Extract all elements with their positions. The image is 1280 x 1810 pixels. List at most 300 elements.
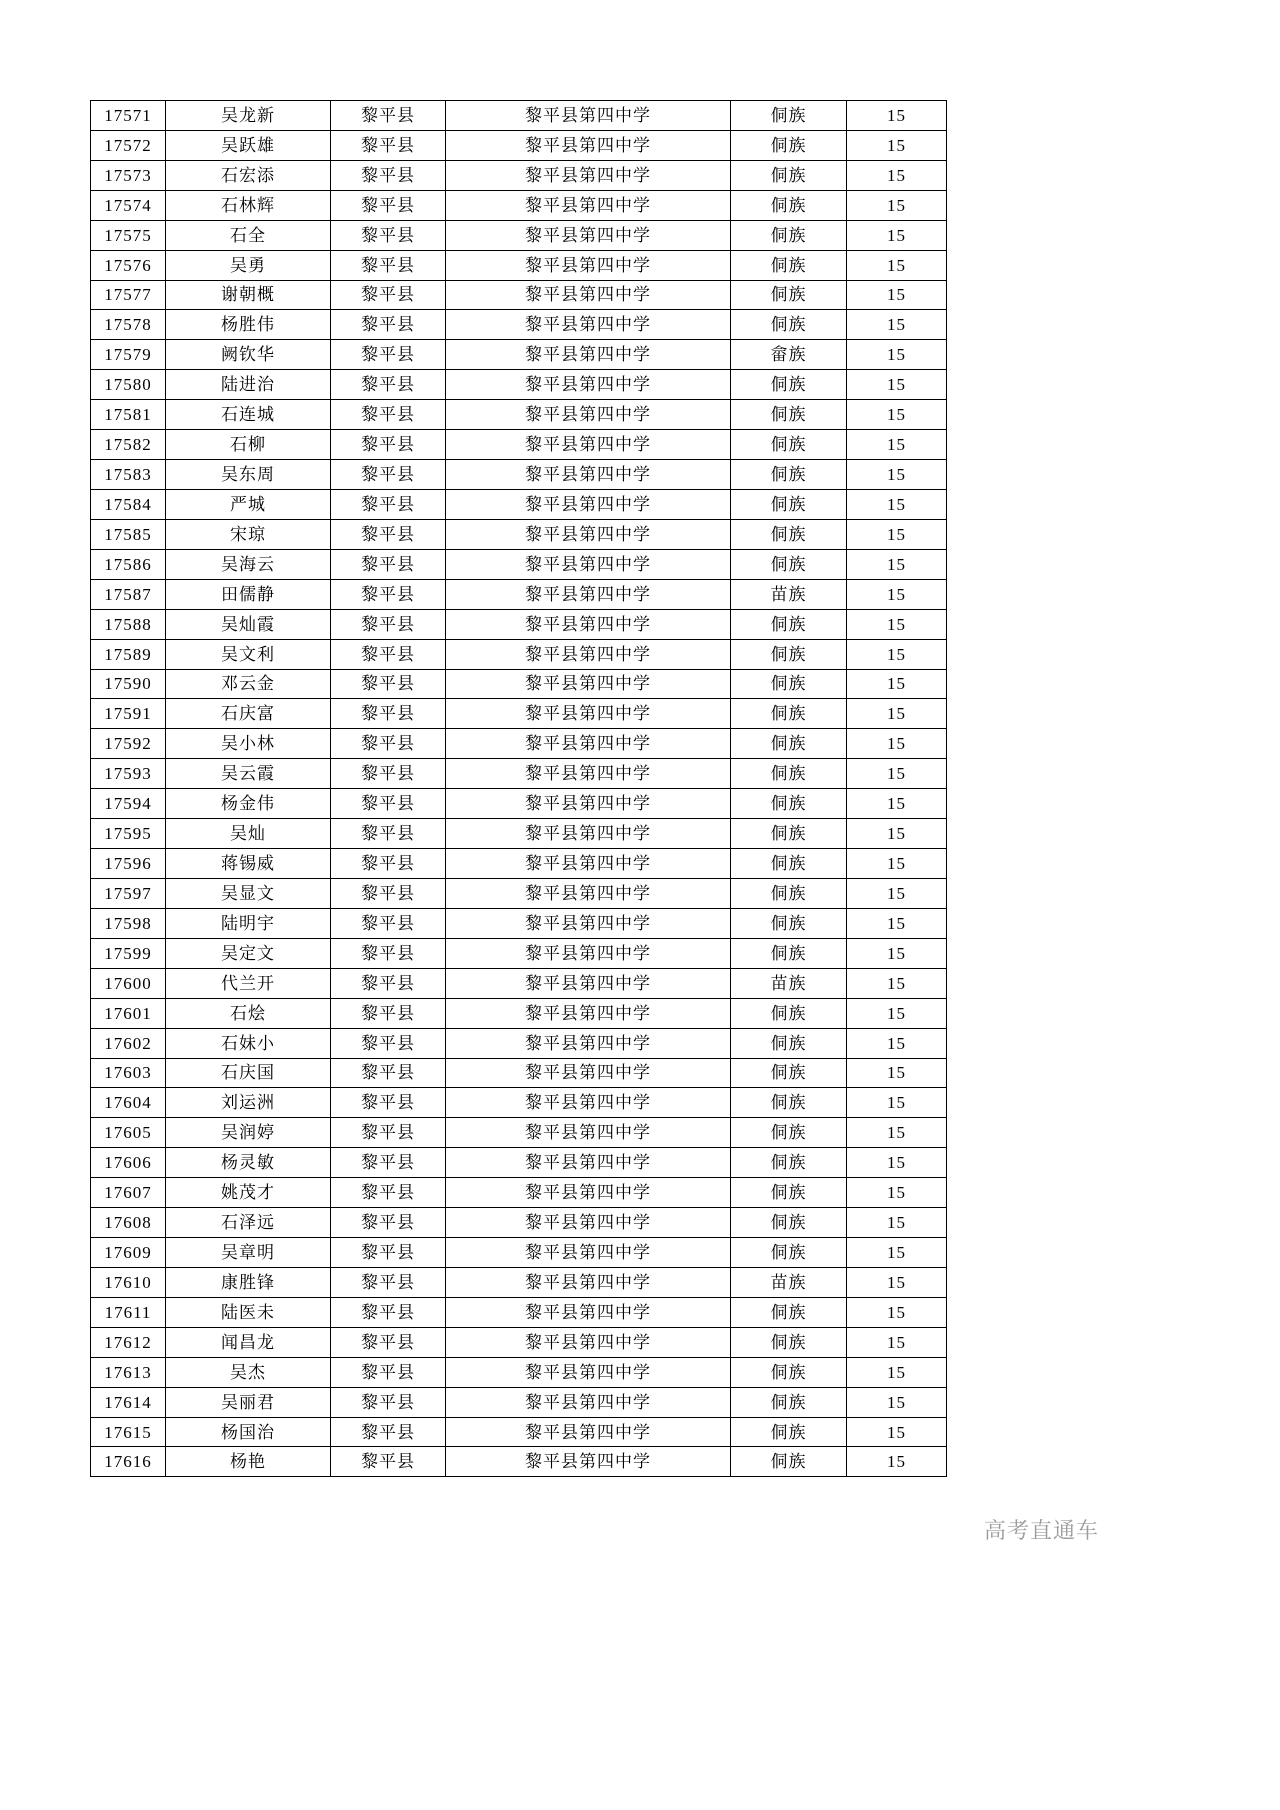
cell-ethnicity: 侗族 xyxy=(731,1417,847,1447)
cell-school: 黎平县第四中学 xyxy=(446,310,731,340)
cell-id: 17616 xyxy=(91,1447,166,1477)
cell-score: 15 xyxy=(847,968,947,998)
cell-school: 黎平县第四中学 xyxy=(446,1028,731,1058)
cell-school: 黎平县第四中学 xyxy=(446,130,731,160)
cell-school: 黎平县第四中学 xyxy=(446,669,731,699)
cell-school: 黎平县第四中学 xyxy=(446,1148,731,1178)
cell-id: 17571 xyxy=(91,101,166,131)
cell-school: 黎平县第四中学 xyxy=(446,280,731,310)
roster-table-body xyxy=(91,101,947,1477)
table-row xyxy=(91,759,947,789)
cell-county: 黎平县 xyxy=(331,519,446,549)
cell-id: 17572 xyxy=(91,130,166,160)
cell-school: 黎平县第四中学 xyxy=(446,489,731,519)
cell-ethnicity: 侗族 xyxy=(731,1238,847,1268)
cell-school: 黎平县第四中学 xyxy=(446,1387,731,1417)
cell-school: 黎平县第四中学 xyxy=(446,878,731,908)
cell-score: 15 xyxy=(847,1178,947,1208)
cell-score: 15 xyxy=(847,340,947,370)
cell-ethnicity: 侗族 xyxy=(731,1387,847,1417)
table-row xyxy=(91,250,947,280)
table-row xyxy=(91,908,947,938)
cell-name: 吴小林 xyxy=(166,729,331,759)
table-row xyxy=(91,1208,947,1238)
table-row xyxy=(91,878,947,908)
cell-ethnicity: 侗族 xyxy=(731,1178,847,1208)
cell-ethnicity: 侗族 xyxy=(731,1357,847,1387)
cell-ethnicity: 侗族 xyxy=(731,819,847,849)
table-row xyxy=(91,819,947,849)
cell-ethnicity: 侗族 xyxy=(731,849,847,879)
cell-id: 17614 xyxy=(91,1387,166,1417)
table-row xyxy=(91,639,947,669)
table-row xyxy=(91,1238,947,1268)
table-row xyxy=(91,789,947,819)
cell-id: 17583 xyxy=(91,460,166,490)
cell-id: 17599 xyxy=(91,938,166,968)
cell-ethnicity: 侗族 xyxy=(731,370,847,400)
table-row xyxy=(91,1058,947,1088)
cell-school: 黎平县第四中学 xyxy=(446,1088,731,1118)
cell-county: 黎平县 xyxy=(331,609,446,639)
cell-name: 吴定文 xyxy=(166,938,331,968)
cell-score: 15 xyxy=(847,1208,947,1238)
cell-county: 黎平县 xyxy=(331,759,446,789)
cell-county: 黎平县 xyxy=(331,699,446,729)
cell-county: 黎平县 xyxy=(331,1088,446,1118)
cell-ethnicity: 侗族 xyxy=(731,250,847,280)
cell-id: 17589 xyxy=(91,639,166,669)
cell-ethnicity: 侗族 xyxy=(731,669,847,699)
cell-score: 15 xyxy=(847,1447,947,1477)
cell-ethnicity: 苗族 xyxy=(731,1267,847,1297)
cell-county: 黎平县 xyxy=(331,460,446,490)
table-row xyxy=(91,579,947,609)
cell-id: 17592 xyxy=(91,729,166,759)
cell-id: 17611 xyxy=(91,1297,166,1327)
cell-county: 黎平县 xyxy=(331,400,446,430)
cell-county: 黎平县 xyxy=(331,101,446,131)
cell-ethnicity: 侗族 xyxy=(731,190,847,220)
cell-ethnicity: 侗族 xyxy=(731,1148,847,1178)
cell-school: 黎平县第四中学 xyxy=(446,639,731,669)
cell-score: 15 xyxy=(847,460,947,490)
cell-school: 黎平县第四中学 xyxy=(446,908,731,938)
cell-id: 17579 xyxy=(91,340,166,370)
cell-name: 杨艳 xyxy=(166,1447,331,1477)
cell-school: 黎平县第四中学 xyxy=(446,968,731,998)
table-row xyxy=(91,400,947,430)
cell-name: 吴云霞 xyxy=(166,759,331,789)
cell-score: 15 xyxy=(847,849,947,879)
cell-ethnicity: 侗族 xyxy=(731,130,847,160)
cell-ethnicity: 侗族 xyxy=(731,101,847,131)
cell-county: 黎平县 xyxy=(331,1447,446,1477)
cell-score: 15 xyxy=(847,370,947,400)
cell-name: 吴杰 xyxy=(166,1357,331,1387)
cell-county: 黎平县 xyxy=(331,998,446,1028)
table-row xyxy=(91,669,947,699)
cell-name: 吴章明 xyxy=(166,1238,331,1268)
cell-id: 17574 xyxy=(91,190,166,220)
cell-county: 黎平县 xyxy=(331,1238,446,1268)
cell-ethnicity: 侗族 xyxy=(731,878,847,908)
cell-ethnicity: 侗族 xyxy=(731,160,847,190)
cell-id: 17603 xyxy=(91,1058,166,1088)
cell-county: 黎平县 xyxy=(331,1267,446,1297)
cell-score: 15 xyxy=(847,908,947,938)
cell-county: 黎平县 xyxy=(331,190,446,220)
cell-name: 石柳 xyxy=(166,430,331,460)
cell-id: 17593 xyxy=(91,759,166,789)
cell-ethnicity: 侗族 xyxy=(731,549,847,579)
cell-school: 黎平县第四中学 xyxy=(446,1178,731,1208)
cell-ethnicity: 侗族 xyxy=(731,310,847,340)
cell-ethnicity: 苗族 xyxy=(731,968,847,998)
cell-name: 石庆富 xyxy=(166,699,331,729)
cell-school: 黎平县第四中学 xyxy=(446,220,731,250)
cell-name: 吴海云 xyxy=(166,549,331,579)
cell-county: 黎平县 xyxy=(331,220,446,250)
cell-county: 黎平县 xyxy=(331,1178,446,1208)
cell-ethnicity: 侗族 xyxy=(731,938,847,968)
cell-name: 杨国治 xyxy=(166,1417,331,1447)
cell-ethnicity: 畲族 xyxy=(731,340,847,370)
cell-name: 严城 xyxy=(166,489,331,519)
table-row xyxy=(91,549,947,579)
cell-ethnicity: 侗族 xyxy=(731,1297,847,1327)
cell-school: 黎平县第四中学 xyxy=(446,1267,731,1297)
cell-id: 17590 xyxy=(91,669,166,699)
cell-school: 黎平县第四中学 xyxy=(446,819,731,849)
cell-score: 15 xyxy=(847,400,947,430)
cell-id: 17577 xyxy=(91,280,166,310)
cell-school: 黎平县第四中学 xyxy=(446,1447,731,1477)
cell-county: 黎平县 xyxy=(331,1387,446,1417)
cell-name: 代兰开 xyxy=(166,968,331,998)
cell-name: 吴龙新 xyxy=(166,101,331,131)
cell-score: 15 xyxy=(847,101,947,131)
cell-ethnicity: 侗族 xyxy=(731,1208,847,1238)
cell-id: 17607 xyxy=(91,1178,166,1208)
cell-county: 黎平县 xyxy=(331,1327,446,1357)
table-row xyxy=(91,460,947,490)
cell-score: 15 xyxy=(847,130,947,160)
cell-name: 闻昌龙 xyxy=(166,1327,331,1357)
cell-score: 15 xyxy=(847,489,947,519)
cell-school: 黎平县第四中学 xyxy=(446,370,731,400)
cell-name: 吴灿霞 xyxy=(166,609,331,639)
table-row xyxy=(91,729,947,759)
cell-school: 黎平县第四中学 xyxy=(446,549,731,579)
cell-ethnicity: 侗族 xyxy=(731,1088,847,1118)
cell-school: 黎平县第四中学 xyxy=(446,699,731,729)
cell-name: 石全 xyxy=(166,220,331,250)
cell-school: 黎平县第四中学 xyxy=(446,340,731,370)
table-row xyxy=(91,190,947,220)
cell-score: 15 xyxy=(847,1357,947,1387)
table-row xyxy=(91,1387,947,1417)
cell-name: 石泽远 xyxy=(166,1208,331,1238)
cell-school: 黎平县第四中学 xyxy=(446,400,731,430)
cell-county: 黎平县 xyxy=(331,370,446,400)
cell-ethnicity: 侗族 xyxy=(731,519,847,549)
cell-name: 刘运洲 xyxy=(166,1088,331,1118)
cell-county: 黎平县 xyxy=(331,280,446,310)
cell-school: 黎平县第四中学 xyxy=(446,1297,731,1327)
cell-school: 黎平县第四中学 xyxy=(446,1058,731,1088)
cell-name: 谢朝概 xyxy=(166,280,331,310)
table-row xyxy=(91,1447,947,1477)
cell-name: 阙钦华 xyxy=(166,340,331,370)
table-row xyxy=(91,101,947,131)
table-row xyxy=(91,340,947,370)
table-row xyxy=(91,1118,947,1148)
cell-ethnicity: 侗族 xyxy=(731,1118,847,1148)
table-row xyxy=(91,1088,947,1118)
cell-score: 15 xyxy=(847,1297,947,1327)
cell-name: 石烩 xyxy=(166,998,331,1028)
cell-name: 吴丽君 xyxy=(166,1387,331,1417)
table-row xyxy=(91,1148,947,1178)
cell-county: 黎平县 xyxy=(331,849,446,879)
cell-score: 15 xyxy=(847,669,947,699)
cell-ethnicity: 侗族 xyxy=(731,998,847,1028)
cell-school: 黎平县第四中学 xyxy=(446,250,731,280)
cell-county: 黎平县 xyxy=(331,549,446,579)
cell-school: 黎平县第四中学 xyxy=(446,789,731,819)
cell-county: 黎平县 xyxy=(331,130,446,160)
cell-name: 吴跃雄 xyxy=(166,130,331,160)
table-row xyxy=(91,1028,947,1058)
table-row xyxy=(91,220,947,250)
cell-school: 黎平县第四中学 xyxy=(446,998,731,1028)
cell-county: 黎平县 xyxy=(331,1297,446,1327)
cell-id: 17606 xyxy=(91,1148,166,1178)
table-row xyxy=(91,938,947,968)
cell-ethnicity: 侗族 xyxy=(731,609,847,639)
cell-name: 石庆国 xyxy=(166,1058,331,1088)
cell-name: 杨灵敏 xyxy=(166,1148,331,1178)
table-row xyxy=(91,370,947,400)
cell-id: 17582 xyxy=(91,430,166,460)
cell-name: 吴文利 xyxy=(166,639,331,669)
cell-name: 陆明宇 xyxy=(166,908,331,938)
cell-county: 黎平县 xyxy=(331,430,446,460)
cell-score: 15 xyxy=(847,1387,947,1417)
cell-name: 石宏添 xyxy=(166,160,331,190)
table-row xyxy=(91,130,947,160)
cell-id: 17601 xyxy=(91,998,166,1028)
cell-id: 17585 xyxy=(91,519,166,549)
table-row xyxy=(91,609,947,639)
cell-school: 黎平县第四中学 xyxy=(446,579,731,609)
cell-ethnicity: 侗族 xyxy=(731,699,847,729)
cell-score: 15 xyxy=(847,250,947,280)
cell-id: 17598 xyxy=(91,908,166,938)
cell-school: 黎平县第四中学 xyxy=(446,1118,731,1148)
cell-id: 17597 xyxy=(91,878,166,908)
cell-county: 黎平县 xyxy=(331,1058,446,1088)
cell-county: 黎平县 xyxy=(331,1028,446,1058)
cell-county: 黎平县 xyxy=(331,908,446,938)
cell-school: 黎平县第四中学 xyxy=(446,190,731,220)
cell-score: 15 xyxy=(847,579,947,609)
cell-name: 陆医未 xyxy=(166,1297,331,1327)
cell-score: 15 xyxy=(847,1267,947,1297)
cell-name: 田儒静 xyxy=(166,579,331,609)
cell-county: 黎平县 xyxy=(331,160,446,190)
cell-score: 15 xyxy=(847,280,947,310)
cell-county: 黎平县 xyxy=(331,579,446,609)
cell-score: 15 xyxy=(847,699,947,729)
cell-score: 15 xyxy=(847,1058,947,1088)
cell-county: 黎平县 xyxy=(331,789,446,819)
cell-id: 17610 xyxy=(91,1267,166,1297)
cell-id: 17596 xyxy=(91,849,166,879)
cell-ethnicity: 侗族 xyxy=(731,220,847,250)
cell-county: 黎平县 xyxy=(331,1417,446,1447)
cell-score: 15 xyxy=(847,430,947,460)
cell-score: 15 xyxy=(847,220,947,250)
table-row xyxy=(91,489,947,519)
cell-school: 黎平县第四中学 xyxy=(446,938,731,968)
table-row xyxy=(91,430,947,460)
cell-id: 17580 xyxy=(91,370,166,400)
cell-school: 黎平县第四中学 xyxy=(446,1327,731,1357)
cell-name: 康胜锋 xyxy=(166,1267,331,1297)
cell-name: 宋琼 xyxy=(166,519,331,549)
cell-county: 黎平县 xyxy=(331,729,446,759)
table-row xyxy=(91,1327,947,1357)
cell-county: 黎平县 xyxy=(331,340,446,370)
cell-school: 黎平县第四中学 xyxy=(446,430,731,460)
cell-name: 吴勇 xyxy=(166,250,331,280)
cell-id: 17595 xyxy=(91,819,166,849)
table-row xyxy=(91,1297,947,1327)
cell-ethnicity: 侗族 xyxy=(731,400,847,430)
cell-score: 15 xyxy=(847,190,947,220)
cell-id: 17608 xyxy=(91,1208,166,1238)
cell-id: 17612 xyxy=(91,1327,166,1357)
cell-ethnicity: 侗族 xyxy=(731,280,847,310)
table-row xyxy=(91,519,947,549)
table-row xyxy=(91,310,947,340)
cell-name: 吴润婷 xyxy=(166,1118,331,1148)
cell-id: 17605 xyxy=(91,1118,166,1148)
cell-school: 黎平县第四中学 xyxy=(446,1208,731,1238)
cell-name: 蒋锡威 xyxy=(166,849,331,879)
cell-ethnicity: 侗族 xyxy=(731,1327,847,1357)
cell-school: 黎平县第四中学 xyxy=(446,460,731,490)
cell-id: 17587 xyxy=(91,579,166,609)
cell-county: 黎平县 xyxy=(331,639,446,669)
cell-ethnicity: 侗族 xyxy=(731,430,847,460)
cell-ethnicity: 侗族 xyxy=(731,789,847,819)
cell-name: 吴东周 xyxy=(166,460,331,490)
cell-school: 黎平县第四中学 xyxy=(446,160,731,190)
table-row xyxy=(91,160,947,190)
cell-id: 17573 xyxy=(91,160,166,190)
cell-school: 黎平县第四中学 xyxy=(446,1357,731,1387)
cell-county: 黎平县 xyxy=(331,819,446,849)
cell-score: 15 xyxy=(847,639,947,669)
cell-name: 姚茂才 xyxy=(166,1178,331,1208)
cell-id: 17604 xyxy=(91,1088,166,1118)
cell-score: 15 xyxy=(847,759,947,789)
table-row xyxy=(91,1357,947,1387)
cell-ethnicity: 侗族 xyxy=(731,729,847,759)
cell-ethnicity: 苗族 xyxy=(731,579,847,609)
table-row xyxy=(91,1417,947,1447)
cell-score: 15 xyxy=(847,1417,947,1447)
cell-county: 黎平县 xyxy=(331,669,446,699)
cell-id: 17615 xyxy=(91,1417,166,1447)
cell-county: 黎平县 xyxy=(331,1208,446,1238)
cell-school: 黎平县第四中学 xyxy=(446,101,731,131)
table-row xyxy=(91,968,947,998)
student-roster-table xyxy=(90,100,947,1477)
cell-id: 17575 xyxy=(91,220,166,250)
cell-id: 17609 xyxy=(91,1238,166,1268)
cell-county: 黎平县 xyxy=(331,489,446,519)
cell-name: 杨金伟 xyxy=(166,789,331,819)
cell-name: 杨胜伟 xyxy=(166,310,331,340)
table-row xyxy=(91,1267,947,1297)
cell-score: 15 xyxy=(847,729,947,759)
cell-id: 17600 xyxy=(91,968,166,998)
table-row xyxy=(91,849,947,879)
cell-name: 吴显文 xyxy=(166,878,331,908)
cell-score: 15 xyxy=(847,609,947,639)
cell-id: 17586 xyxy=(91,549,166,579)
cell-score: 15 xyxy=(847,938,947,968)
cell-school: 黎平县第四中学 xyxy=(446,849,731,879)
cell-ethnicity: 侗族 xyxy=(731,489,847,519)
cell-score: 15 xyxy=(847,1148,947,1178)
cell-name: 石妹小 xyxy=(166,1028,331,1058)
cell-school: 黎平县第四中学 xyxy=(446,1238,731,1268)
cell-id: 17581 xyxy=(91,400,166,430)
cell-ethnicity: 侗族 xyxy=(731,908,847,938)
cell-county: 黎平县 xyxy=(331,250,446,280)
cell-school: 黎平县第四中学 xyxy=(446,609,731,639)
cell-id: 17602 xyxy=(91,1028,166,1058)
cell-id: 17591 xyxy=(91,699,166,729)
cell-county: 黎平县 xyxy=(331,1118,446,1148)
watermark-text: 高考直通车 xyxy=(984,1518,1100,1543)
cell-county: 黎平县 xyxy=(331,968,446,998)
cell-name: 邓云金 xyxy=(166,669,331,699)
cell-score: 15 xyxy=(847,160,947,190)
table-row xyxy=(91,280,947,310)
cell-school: 黎平县第四中学 xyxy=(446,1417,731,1447)
cell-county: 黎平县 xyxy=(331,1357,446,1387)
cell-id: 17613 xyxy=(91,1357,166,1387)
cell-score: 15 xyxy=(847,1238,947,1268)
cell-ethnicity: 侗族 xyxy=(731,1028,847,1058)
cell-id: 17588 xyxy=(91,609,166,639)
cell-school: 黎平县第四中学 xyxy=(446,519,731,549)
cell-score: 15 xyxy=(847,998,947,1028)
table-row xyxy=(91,1178,947,1208)
table-row xyxy=(91,699,947,729)
cell-county: 黎平县 xyxy=(331,938,446,968)
cell-school: 黎平县第四中学 xyxy=(446,729,731,759)
cell-ethnicity: 侗族 xyxy=(731,460,847,490)
cell-ethnicity: 侗族 xyxy=(731,639,847,669)
cell-score: 15 xyxy=(847,1118,947,1148)
